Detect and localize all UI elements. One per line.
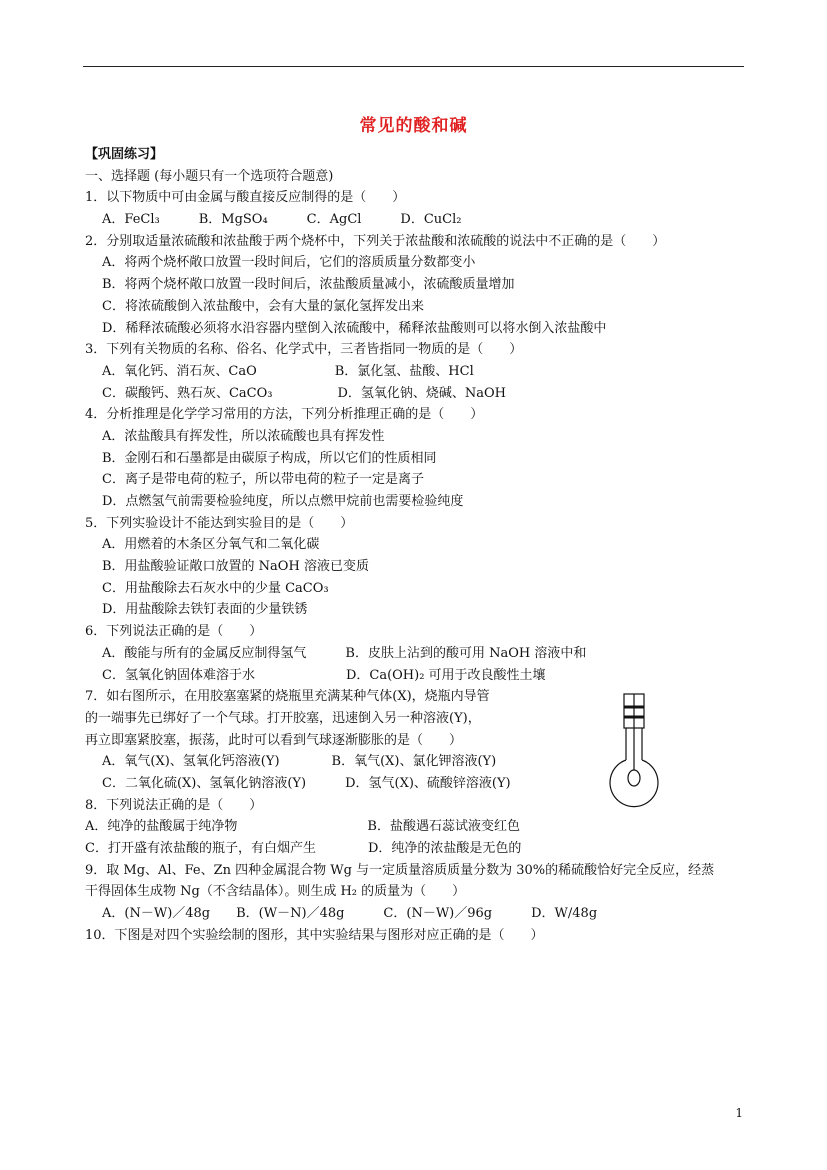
question-8-options-cd: C．打开盛有浓盐酸的瓶子，有白烟产生 D．纯净的浓盐酸是无色的: [85, 841, 522, 856]
question-7-options-cd: C．二氧化硫(X)、氢氧化钠溶液(Y) D．氢气(X)、硫酸锌溶液(Y): [102, 775, 511, 791]
question-9: 9．取 Mg、Al、Fe、Zn 四种金属混合物 Wg 与一定质量溶质质量分数为 30%的稀硫酸恰好完全反应，经蒸: [85, 862, 715, 878]
question-5-option-c: C．用盐酸除去石灰水中的少量 CaCO₃: [102, 580, 329, 596]
question-2-option-a: A．将两个烧杯敞口放置一段时间后，它们的溶质质量分数都变小: [102, 255, 476, 271]
question-7-cont-2: 再立即塞紧胶塞，振荡，此时可以看到气球逐渐膨胀的是（ ）: [85, 732, 463, 748]
question-4-option-c: C．离子是带电荷的粒子，所以带电荷的粒子一定是离子: [102, 472, 424, 488]
question-5-option-d: D．用盐酸除去铁钉表面的少量铁锈: [102, 602, 308, 618]
question-1-options: A．FeCl₃ B．MgSO₄ C．AgCl D．CuCl₂: [102, 212, 462, 228]
question-2: 2．分别取适量浓硫酸和浓盐酸于两个烧杯中，下列关于浓盐酸和浓硫酸的说法中不正确的是（ ）: [85, 233, 666, 249]
question-6-options-ab: A．酸能与所有的金属反应制得氢气 B．皮肤上沾到的酸可用 NaOH 溶液中和: [102, 645, 587, 661]
question-list: [85, 144, 745, 946]
balloon: [628, 770, 640, 786]
question-4: 4．分析推理是化学学习常用的方法，下列分析推理正确的是（ ）: [85, 407, 484, 423]
question-4-option-b: B．金刚石和石墨都是由碳原子构成，所以它们的性质相同: [102, 450, 437, 466]
question-6-options-cd: C．氢氧化钠固体难溶于水 D．Ca(OH)₂ 可用于改良酸性土壤: [102, 667, 546, 683]
question-6: 6．下列说法正确的是（ ）: [85, 624, 263, 640]
header-rule: [83, 66, 744, 67]
question-4-option-a: A．浓盐酸具有挥发性，所以浓硫酸也具有挥发性: [102, 428, 385, 444]
page-title: 常见的酸和碱: [359, 116, 468, 136]
section-instruction: 一、选择题 (每小题只有一个选项符合题意): [85, 168, 334, 184]
question-2-option-b: B．将两个烧杯敞口放置一段时间后，浓盐酸质量减小，浓硫酸质量增加: [102, 277, 515, 293]
question-8-options-ab: A．纯净的盐酸属于纯净物 B．盐酸遇石蕊试液变红色: [85, 819, 520, 835]
question-5-option-b: B．用盐酸验证敞口放置的 NaOH 溶液已变质: [102, 559, 369, 575]
question-1: 1．以下物质中可由金属与酸直接反应制得的是（ ）: [85, 190, 406, 206]
question-9-cont: 干得固体生成物 Ng（不含结晶体）。则生成 H₂ 的质量为（ ）: [85, 884, 466, 900]
question-10: 10．下图是对四个实验绘制的图形，其中实验结果与图形对应正确的是（ ）: [85, 927, 544, 943]
question-8: 8．下列说法正确的是（ ）: [85, 797, 263, 813]
question-5-option-a: A．用燃着的木条区分氧气和二氧化碳: [102, 537, 320, 553]
question-7-options-ab: A．氧气(X)、氢氧化钙溶液(Y) B．氧气(X)、氯化钾溶液(Y): [102, 754, 497, 770]
question-4-option-d: D．点燃氢气前需要检验纯度，所以点燃甲烷前也需要检验纯度: [102, 494, 464, 509]
question-3-options-ab: A．氧化钙、消石灰、CaO B．氯化氢、盐酸、HCl: [102, 363, 474, 379]
question-7-cont-1: 的一端事先已绑好了一个气球。打开胶塞，迅速倒入另一种溶液(Y)，: [85, 710, 481, 726]
flask-balloon-diagram: [605, 690, 665, 810]
question-7: 7．如右图所示，在用胶塞塞紧的烧瓶里充满某种气体(X)，烧瓶内导管: [85, 689, 490, 705]
question-3-options-cd: C．碳酸钙、熟石灰、CaCO₃ D．氢氧化钠、烧碱、NaOH: [102, 385, 507, 401]
question-5: 5．下列实验设计不能达到实验目的是（ ）: [85, 515, 354, 531]
question-2-option-d: D．稀释浓硫酸必须将水沿容器内壁倒入浓硫酸中，稀释浓盐酸则可以将水倒入浓盐酸中: [102, 320, 607, 336]
question-3: 3．下列有关物质的名称、俗名、化学式中，三者皆指同一物质的是（ ）: [85, 342, 523, 358]
page-number: 1: [735, 1106, 743, 1120]
section-heading: 【巩固练习】: [85, 147, 164, 162]
question-2-option-c: C．将浓硫酸倒入浓盐酸中，会有大量的氯化氢挥发出来: [102, 298, 424, 314]
question-9-options: A．(N－W)／48g B．(W－N)／48g C．(N－W)／96g D．W/48g: [102, 906, 598, 922]
